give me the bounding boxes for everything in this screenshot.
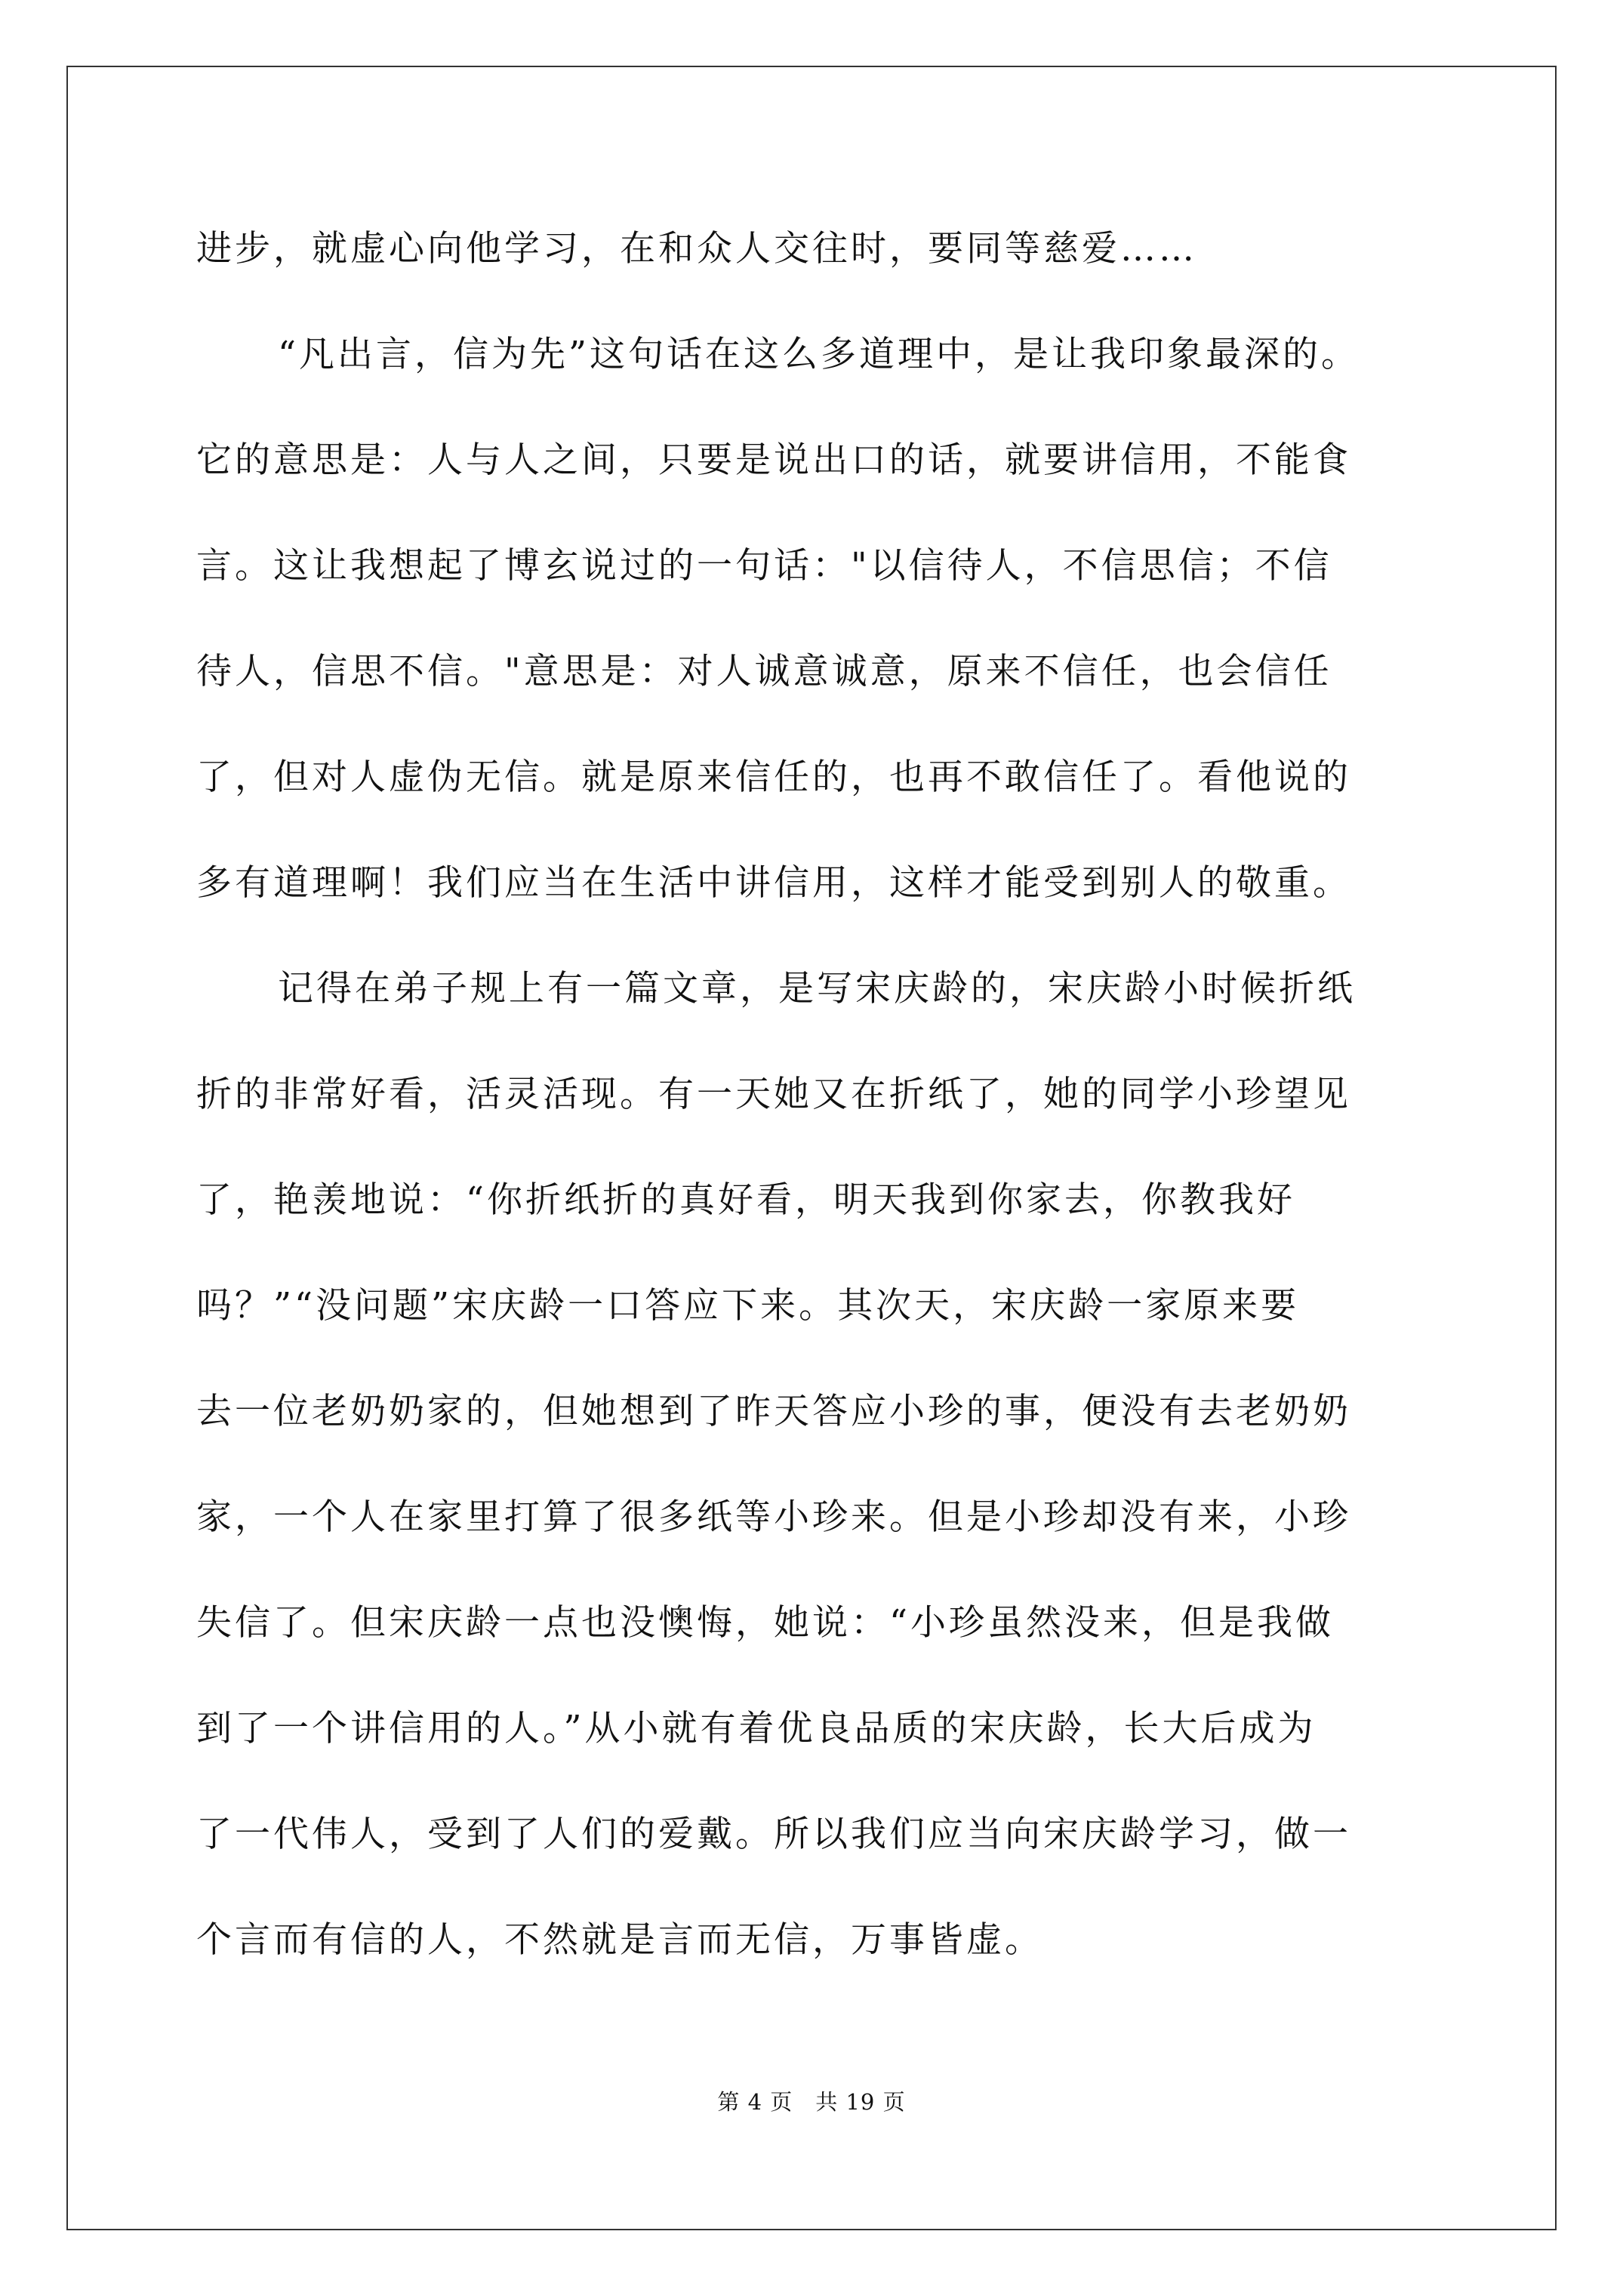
text-line: 吗？”“没问题”宋庆龄一口答应下来。其次天，宋庆龄一家原来要 xyxy=(196,1285,1300,1327)
paragraph-start-line: 记得在弟子规上有一篇文章，是写宋庆龄的，宋庆龄小时候折纸 xyxy=(278,968,1356,1009)
text-line: 折的非常好看，活灵活现。有一天她又在折纸了，她的同学小珍望见 xyxy=(196,1074,1351,1115)
text-line: 多有道理啊！我们应当在生活中讲信用，这样才能受到别人的敬重。 xyxy=(196,862,1351,904)
text-line: 到了一个讲信用的人。”从小就有着优良品质的宋庆龄，长大后成为 xyxy=(196,1708,1317,1749)
text-line: 言。这让我想起了博玄说过的一句话："以信待人，不信思信；不信 xyxy=(196,545,1332,587)
text-line: 了，但对人虚伪无信。就是原来信任的，也再不敢信任了。看他说的 xyxy=(196,757,1351,798)
page-number-current: 第 4 页 xyxy=(717,2089,793,2115)
document-body xyxy=(196,211,1434,2008)
text-line: 进步，就虚心向他学习，在和众人交往时，要同等慈爱…… xyxy=(196,228,1197,270)
text-line: 去一位老奶奶家的，但她想到了昨天答应小珍的事，便没有去老奶奶 xyxy=(196,1391,1351,1432)
text-line: 了一代伟人，受到了人们的爱戴。所以我们应当向宋庆龄学习，做一 xyxy=(196,1814,1351,1855)
text-line: 了，艳羡地说：“你折纸折的真好看，明天我到你家去，你教我好 xyxy=(196,1179,1296,1221)
text-line: 失信了。但宋庆龄一点也没懊悔，她说：“小珍虽然没来，但是我做 xyxy=(196,1602,1335,1644)
text-line: 个言而有信的人，不然就是言而无信，万事皆虚。 xyxy=(196,1919,1043,1961)
paragraph-start-line: “凡出言，信为先”这句话在这么多道理中，是让我印象最深的。 xyxy=(278,334,1360,375)
page-footer xyxy=(0,2085,1623,2116)
text-line: 待人，信思不信。"意思是：对人诚意诚意，原来不信任，也会信任 xyxy=(196,651,1332,692)
page-number-total: 共 19 页 xyxy=(815,2089,906,2115)
text-line: 家，一个人在家里打算了很多纸等小珍来。但是小珍却没有来，小珍 xyxy=(196,1496,1351,1538)
text-line: 它的意思是：人与人之间，只要是说出口的话，就要讲信用，不能食 xyxy=(196,439,1351,481)
